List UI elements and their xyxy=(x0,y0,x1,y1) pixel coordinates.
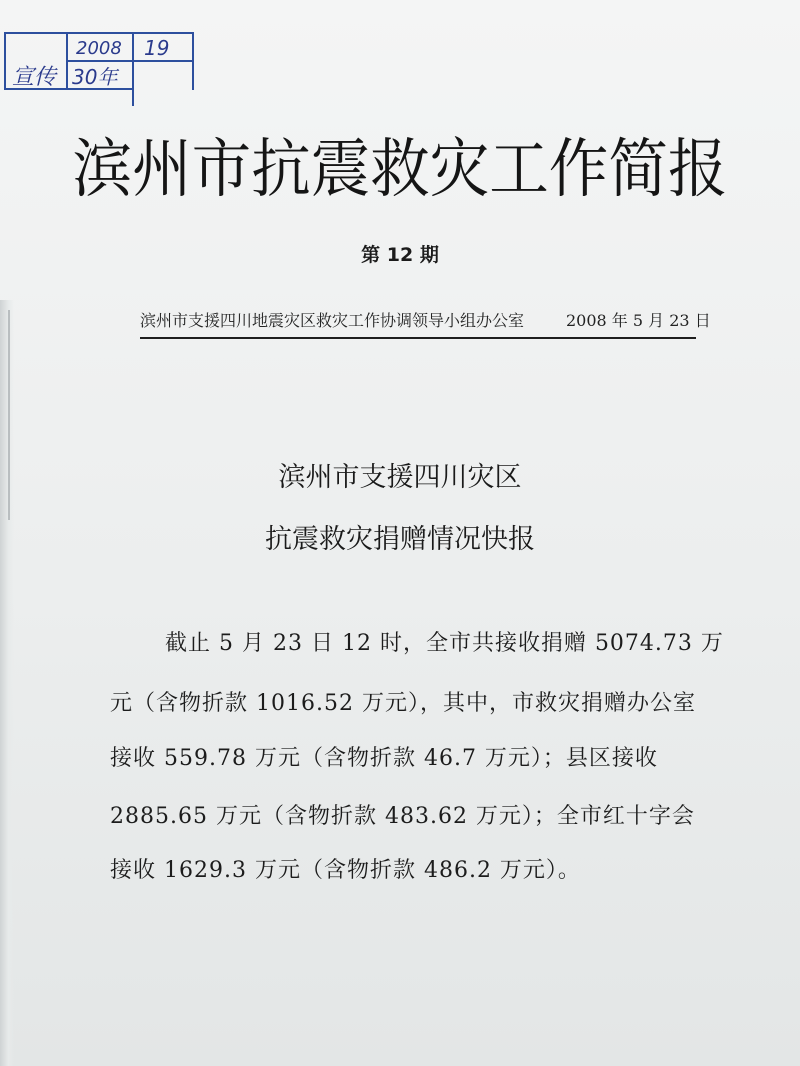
bulletin-title: 滨州市抗震救灾工作简报 xyxy=(72,133,728,207)
stamp-year: 2008 xyxy=(76,38,122,59)
stamp-category: 宣传 xyxy=(12,65,57,90)
body-text-line: 2885.65 万元（含物折款 483.62 万元）；全市红十字会 xyxy=(110,804,695,829)
body-text-line: 接收 1629.3 万元（含物折款 486.2 万元）。 xyxy=(110,858,581,883)
stamp-retention: 30年 xyxy=(72,65,118,89)
article-title-line-1: 滨州市支援四川灾区 xyxy=(278,462,522,493)
body-text-line: 元（含物折款 1016.52 万元），其中，市救灾捐赠办公室 xyxy=(110,691,696,716)
archive-stamp xyxy=(4,32,194,90)
stamp-divider xyxy=(66,32,68,90)
article-title-line-2: 抗震救灾捐赠情况快报 xyxy=(265,524,535,555)
issuing-office: 滨州市支援四川地震灾区救灾工作协调领导小组办公室 xyxy=(140,311,525,330)
body-text-line: 截止 5 月 23 日 12 时，全市共接收捐赠 5074.73 万 xyxy=(165,631,724,656)
page-stack-shadow xyxy=(0,300,14,1066)
issue-number: 第 12 期 xyxy=(361,244,439,266)
body-text-line: 接收 559.78 万元（含物折款 46.7 万元）；县区接收 xyxy=(110,746,658,771)
stamp-number: 19 xyxy=(144,36,170,60)
issue-date: 2008 年 5 月 23 日 xyxy=(566,311,711,330)
header-divider xyxy=(140,337,696,339)
stamp-divider xyxy=(132,32,134,106)
